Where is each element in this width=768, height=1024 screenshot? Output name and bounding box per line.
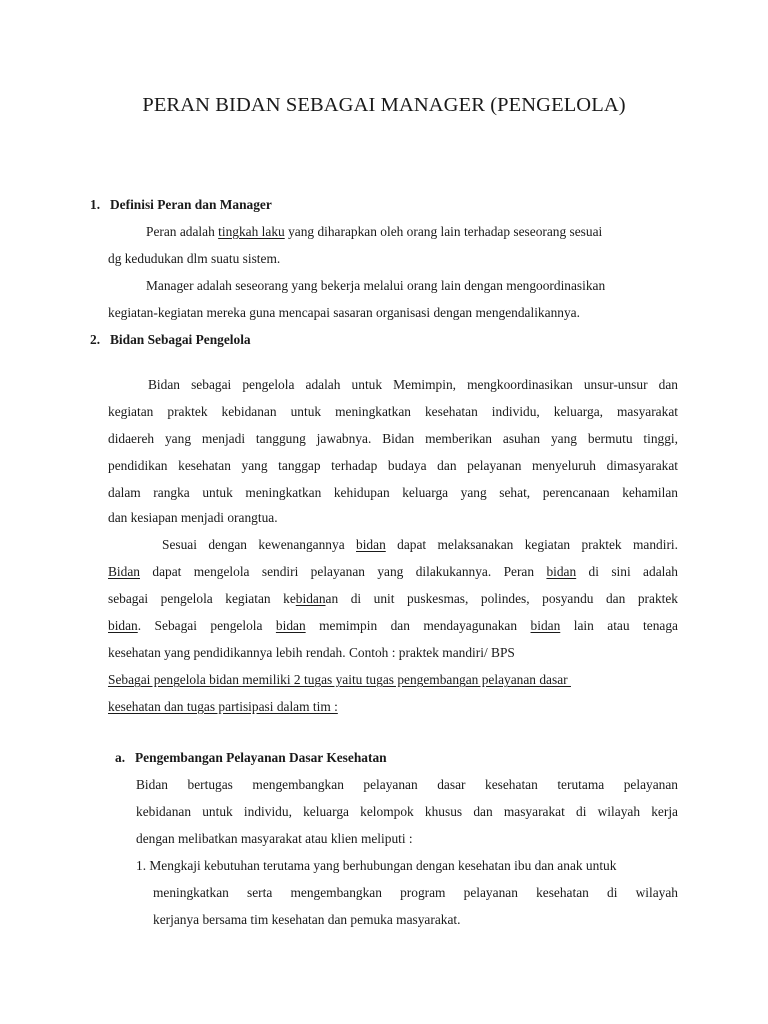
kewenangan-paragraph-line: Bidan dapat mengelola sendiri pelayanan yang dilakukannya. Peran bidan di sini adalah bbox=[108, 564, 678, 579]
tugas-underlined-line: kesehatan dan tugas partisipasi dalam tim : bbox=[108, 699, 338, 714]
list-item-1-line: meningkatkan serta mengembangkan program pelayanan kesehatan di wilayah bbox=[153, 885, 678, 900]
list-item-1-line: 1. Mengkaji kebutuhan terutama yang berhubungan dengan kesehatan ibu dan anak untuk bbox=[136, 858, 617, 873]
subsection-a-title: Pengembangan Pelayanan Dasar Kesehatan bbox=[135, 750, 387, 765]
kewenangan-paragraph-line: bidan. Sebagai pengelola bidan memimpin dan mendayagunakan bidan lain atau tenaga bbox=[108, 618, 678, 633]
pengelola-paragraph-line: pendidikan kesehatan yang tanggap terhadap budaya dan pelayanan menyeluruh dimasyarakat bbox=[108, 458, 678, 473]
tingkah-laku-link: tingkah laku bbox=[218, 224, 285, 239]
section-2-number: 2. bbox=[90, 332, 101, 347]
pelayanan-paragraph-line: dengan melibatkan masyarakat atau klien meliputi : bbox=[136, 831, 413, 846]
pengelola-paragraph-line: kegiatan praktek kebidanan untuk meningkatkan kesehatan individu, keluarga, masyarakat bbox=[108, 404, 678, 419]
subsection-a-heading bbox=[115, 750, 387, 766]
section-1-title: Definisi Peran dan Manager bbox=[110, 197, 272, 212]
definition-manager-line-1: Manager adalah seseorang yang bekerja melalui orang lain dengan mengoordinasikan bbox=[146, 278, 606, 293]
section-2-title: Bidan Sebagai Pengelola bbox=[110, 332, 251, 347]
document-title: PERAN BIDAN SEBAGAI MANAGER (PENGELOLA) bbox=[142, 94, 626, 116]
section-1-number: 1. bbox=[90, 197, 101, 212]
section-2-heading bbox=[90, 332, 251, 348]
kewenangan-paragraph-line: sebagai pengelola kegiatan kebidanan di unit puskesmas, polindes, posyandu dan praktek bbox=[108, 591, 678, 606]
pengelola-paragraph-line: dalam rangka untuk meningkatkan kehidupan keluarga yang sehat, perencanaan kehamilan bbox=[108, 485, 678, 500]
kewenangan-paragraph-line: Sesuai dengan kewenangannya bidan dapat melaksanakan kegiatan praktek mandiri. bbox=[162, 537, 678, 552]
kewenangan-paragraph-line: kesehatan yang pendidikannya lebih rendah. Contoh : praktek mandiri/ BPS bbox=[108, 645, 515, 660]
subsection-a-letter: a. bbox=[115, 750, 126, 765]
definition-manager-line-2: kegiatan-kegiatan mereka guna mencapai sasaran organisasi dengan mengendalikannya. bbox=[108, 305, 580, 320]
definition-peran-line-1: Peran adalah tingkah laku yang diharapkan oleh orang lain terhadap seseorang sesuai bbox=[146, 224, 603, 239]
list-item-1-line: kerjanya bersama tim kesehatan dan pemuka masyarakat. bbox=[153, 912, 461, 927]
pengelola-paragraph-line: dan kesiapan menjadi orangtua. bbox=[108, 510, 278, 525]
pengelola-paragraph-line: didaereh yang menjadi tanggung jawabnya. Bidan memberikan asuhan yang bermutu tinggi, bbox=[108, 431, 678, 446]
pelayanan-paragraph-line: Bidan bertugas mengembangkan pelayanan dasar kesehatan terutama pelayanan bbox=[136, 777, 678, 792]
pelayanan-paragraph-line: kebidanan untuk individu, keluarga kelompok khusus dan masyarakat di wilayah kerja bbox=[136, 804, 678, 819]
pengelola-paragraph-line: Bidan sebagai pengelola adalah untuk Memimpin, mengkoordinasikan unsur-unsur dan bbox=[148, 377, 678, 392]
definition-peran-line-2: dg kedudukan dlm suatu sistem. bbox=[108, 251, 281, 266]
tugas-underlined-line: Sebagai pengelola bidan memiliki 2 tugas yaitu tugas pengembangan pelayanan dasar bbox=[108, 672, 571, 687]
section-1-heading bbox=[90, 197, 272, 213]
